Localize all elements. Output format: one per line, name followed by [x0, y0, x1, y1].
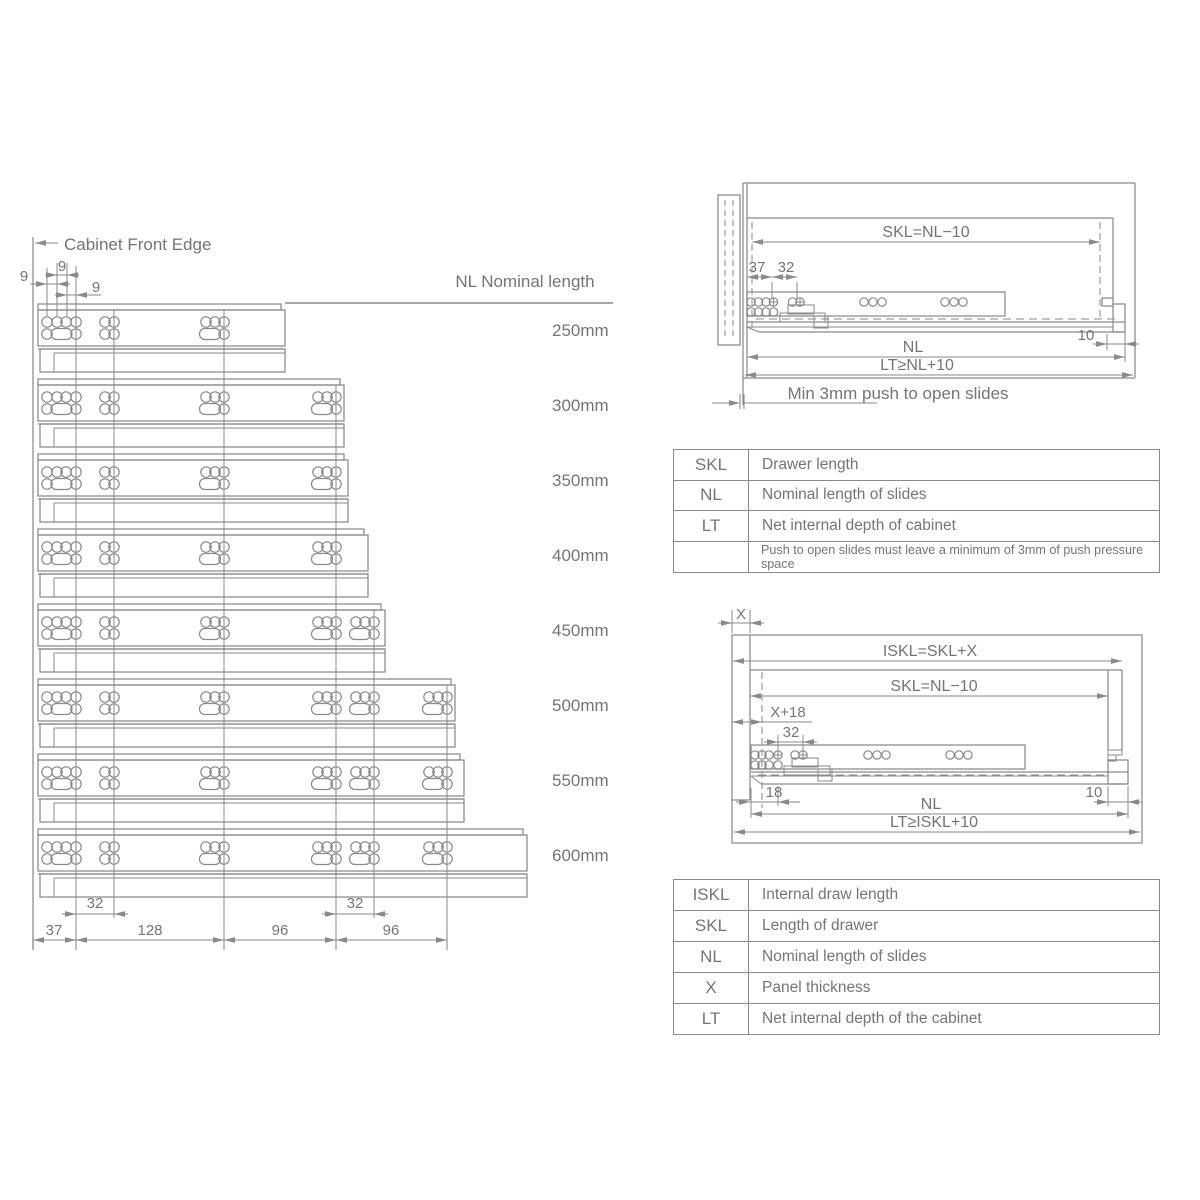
abbreviation-table-bottom [673, 879, 1160, 1035]
pitch-dim-32-left: 32 [86, 895, 104, 912]
min-3mm-note: Min 3mm push to open slides [787, 384, 1009, 403]
table-row [674, 973, 1160, 1004]
desc-cell: Drawer length [749, 450, 1160, 481]
dim-32-label: 32 [777, 259, 795, 276]
cabinet-front-edge-label: Cabinet Front Edge [64, 235, 212, 254]
dim-37-label: 37 [748, 259, 766, 276]
lt-formula-label-2: LT≥ISKL+10 [889, 814, 979, 831]
abbr-cell: LT [674, 1004, 749, 1035]
abbr-cell: LT [674, 511, 749, 542]
table-row [674, 942, 1160, 973]
abbr-cell: SKL [674, 911, 749, 942]
table-row [674, 450, 1160, 481]
table-row [674, 511, 1160, 542]
slide-length-label: 500mm [552, 696, 609, 715]
slide-length-label: 400mm [552, 546, 609, 565]
chain-dim-96a: 96 [271, 922, 289, 939]
abbr-cell: X [674, 973, 749, 1004]
abbr-cell: NL [674, 942, 749, 973]
slide-length-label: 550mm [552, 771, 609, 790]
desc-cell: Internal draw length [749, 880, 1160, 911]
slide-length-label: 300mm [552, 396, 609, 415]
desc-cell: Net internal depth of the cabinet [749, 1004, 1160, 1035]
nl-dim-label-2: NL [920, 796, 942, 813]
slide-length-label: 350mm [552, 471, 609, 490]
slide-length-label: 450mm [552, 621, 609, 640]
lt-formula-label: LT≥NL+10 [880, 357, 954, 374]
dim-18-label: 18 [765, 784, 783, 801]
dim-32-label-2: 32 [782, 724, 800, 741]
offset-dim-9-left: 9 [19, 268, 29, 285]
desc-cell: Length of drawer [749, 911, 1160, 942]
x-plus-18-label: X+18 [770, 704, 806, 721]
table-row [674, 880, 1160, 911]
table-row [674, 911, 1160, 942]
abbr-cell: ISKL [674, 880, 749, 911]
slide-length-label: 250mm [552, 321, 609, 340]
chain-dim-128: 128 [137, 922, 163, 939]
desc-cell: Net internal depth of cabinet [749, 511, 1160, 542]
table-row [674, 480, 1160, 511]
pitch-dim-32-right: 32 [346, 895, 364, 912]
desc-cell: Panel thickness [749, 973, 1160, 1004]
x-dim-label: X [735, 606, 747, 623]
dim-10-label-2: 10 [1085, 784, 1103, 801]
note-cell: Push to open slides must leave a minimum of 3mm of push pressure space [749, 541, 1160, 572]
slide-length-label: 600mm [552, 846, 609, 865]
desc-cell: Nominal length of slides [749, 942, 1160, 973]
table-row [674, 541, 1160, 572]
nl-nominal-length-header: NL Nominal length [455, 272, 595, 291]
offset-dim-9-right: 9 [91, 279, 101, 296]
abbr-cell: SKL [674, 450, 749, 481]
iskl-formula-label: ISKL=SKL+X [882, 643, 978, 660]
abbreviation-table-top [673, 449, 1160, 573]
abbr-cell: NL [674, 480, 749, 511]
skl-formula-label: SKL=NL−10 [882, 224, 970, 241]
desc-cell: Nominal length of slides [749, 480, 1160, 511]
dim-10-label: 10 [1077, 327, 1095, 344]
nl-dim-label: NL [902, 339, 924, 356]
chain-dim-37: 37 [45, 922, 63, 939]
skl-formula-label-2: SKL=NL−10 [890, 678, 978, 695]
table-row [674, 1004, 1160, 1035]
offset-dim-9-middle: 9 [57, 258, 67, 275]
chain-dim-96b: 96 [382, 922, 400, 939]
abbr-cell [674, 541, 749, 572]
